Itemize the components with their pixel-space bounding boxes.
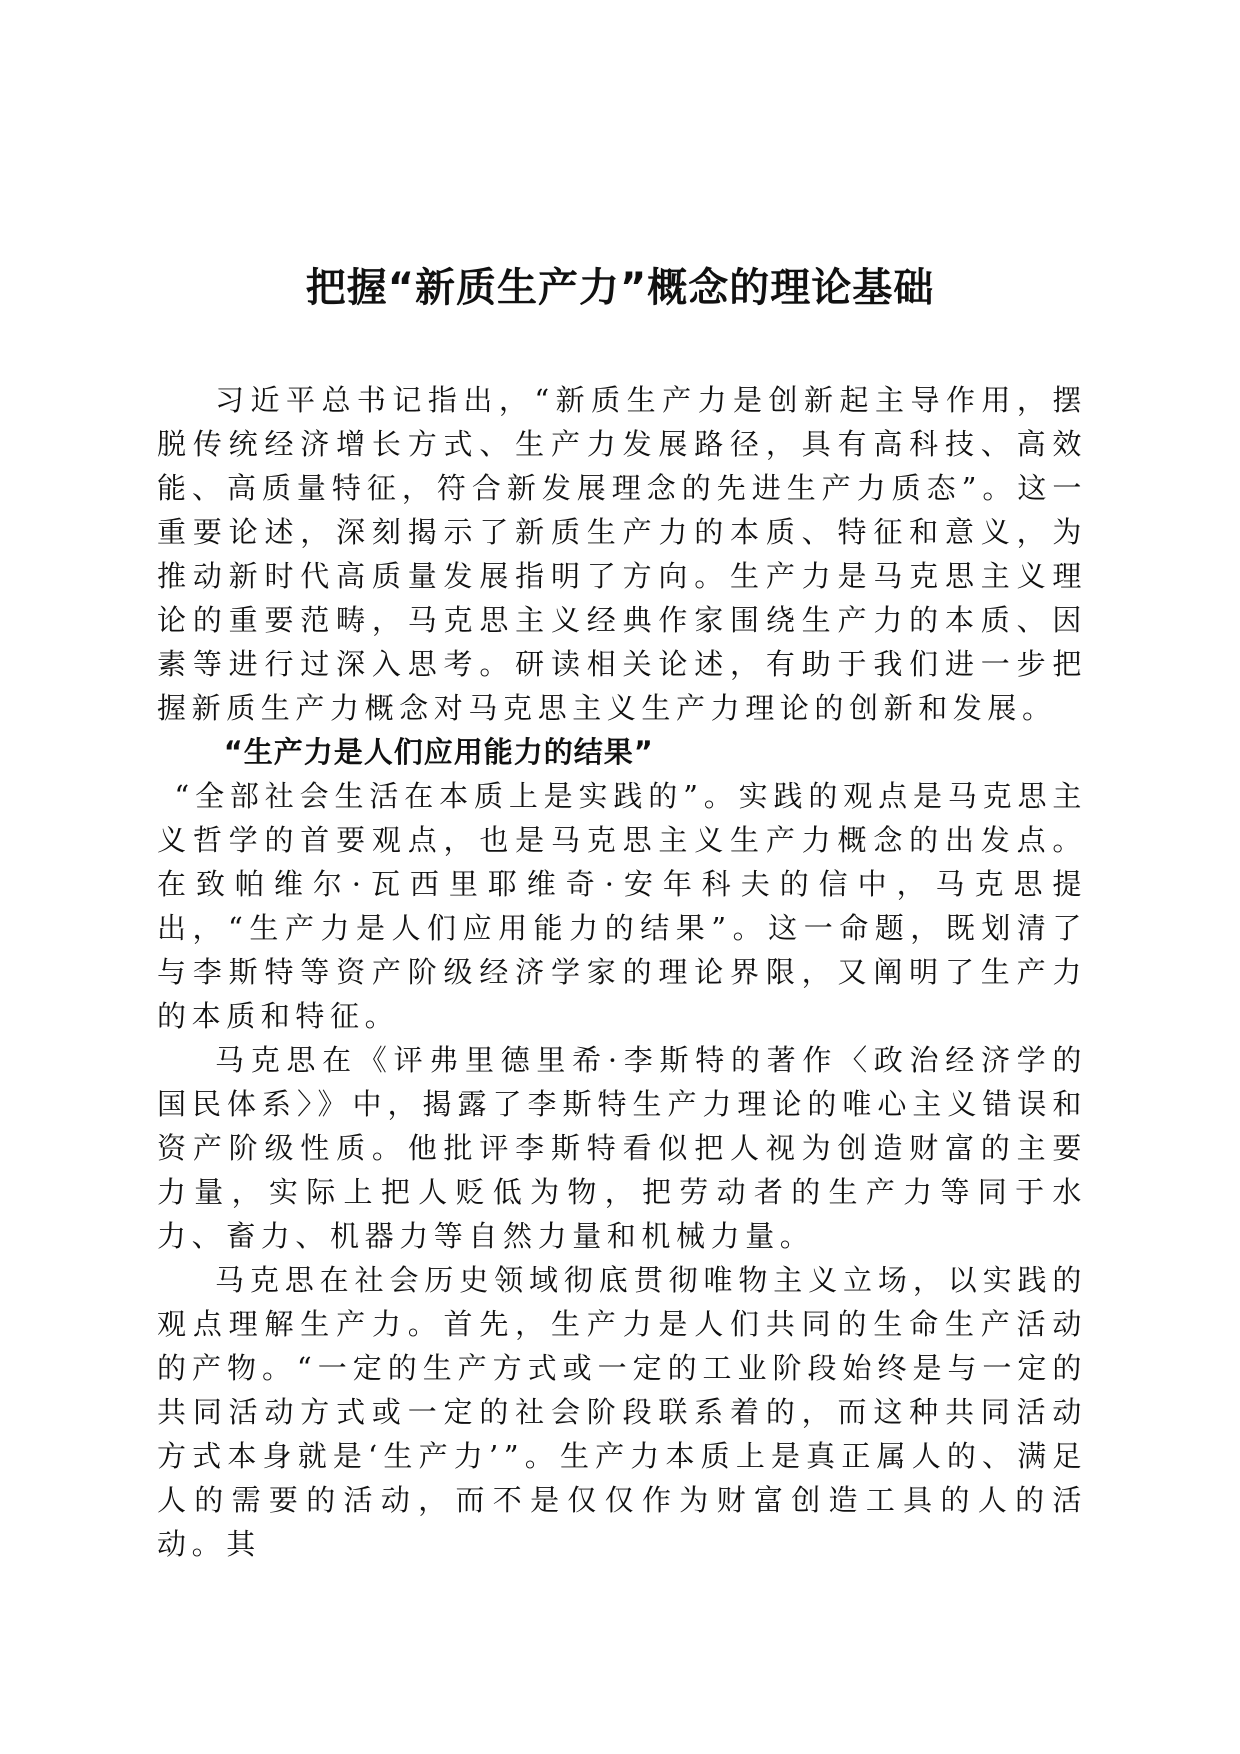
intro-paragraph: 习近平总书记指出，“新质生产力是创新起主导作用，摆脱传统经济增长方式、生产力发展路径，具有高科技、高效能、高质量特征，符合新发展理念的先进生产力质态”。这一重要论述，深刻揭示了新质生产力的本质、特征和意义，为推动新时代高质量发展指明了方向。生产力是马克思主义理论的重要范畴，马克思主义经典作家围绕生产力的本质、因素等进行过深入思考。研读相关论述，有助于我们进一步把握新质生产力概念对马克思主义生产力理论的创新和发展。 bbox=[157, 383, 1087, 725]
document-title: 把握“新质生产力”概念的理论基础 bbox=[305, 265, 935, 311]
section-paragraph-3: 马克思在社会历史领域彻底贯彻唯物主义立场，以实践的观点理解生产力。首先，生产力是人们共同的生命生产活动的产物。“一定的生产方式或一定的工业阶段始终是与一定的共同活动方式或一定的社会阶段联系着的，而这种共同活动方式本身就是‘生产力’”。生产力本质上是真正属人的、满足人的需要的活动，而不是仅仅作为财富创造工具的人的活动。其 bbox=[157, 1263, 1087, 1561]
section-heading: “生产力是人们应用能力的结果” bbox=[223, 735, 654, 769]
section-paragraph-1: “全部社会生活在本质上是实践的”。实践的观点是马克思主义哲学的首要观点，也是马克思主义生产力概念的出发点。在致帕维尔·瓦西里耶维奇·安年科夫的信中，马克思提出，“生产力是人们应用能力的结果”。这一命题，既划清了与李斯特等资产阶级经济学家的理论界限，又阐明了生产力的本质和特征。 bbox=[157, 779, 1087, 1033]
document-body bbox=[157, 378, 1087, 1566]
section-paragraph-2: 马克思在《评弗里德里希·李斯特的著作〈政治经济学的国民体系〉》中，揭露了李斯特生产力理论的唯心主义错误和资产阶级性质。他批评李斯特看似把人视为创造财富的主要力量，实际上把人贬低为物，把劳动者的生产力等同于水力、畜力、机器力等自然力量和机械力量。 bbox=[157, 1043, 1087, 1253]
